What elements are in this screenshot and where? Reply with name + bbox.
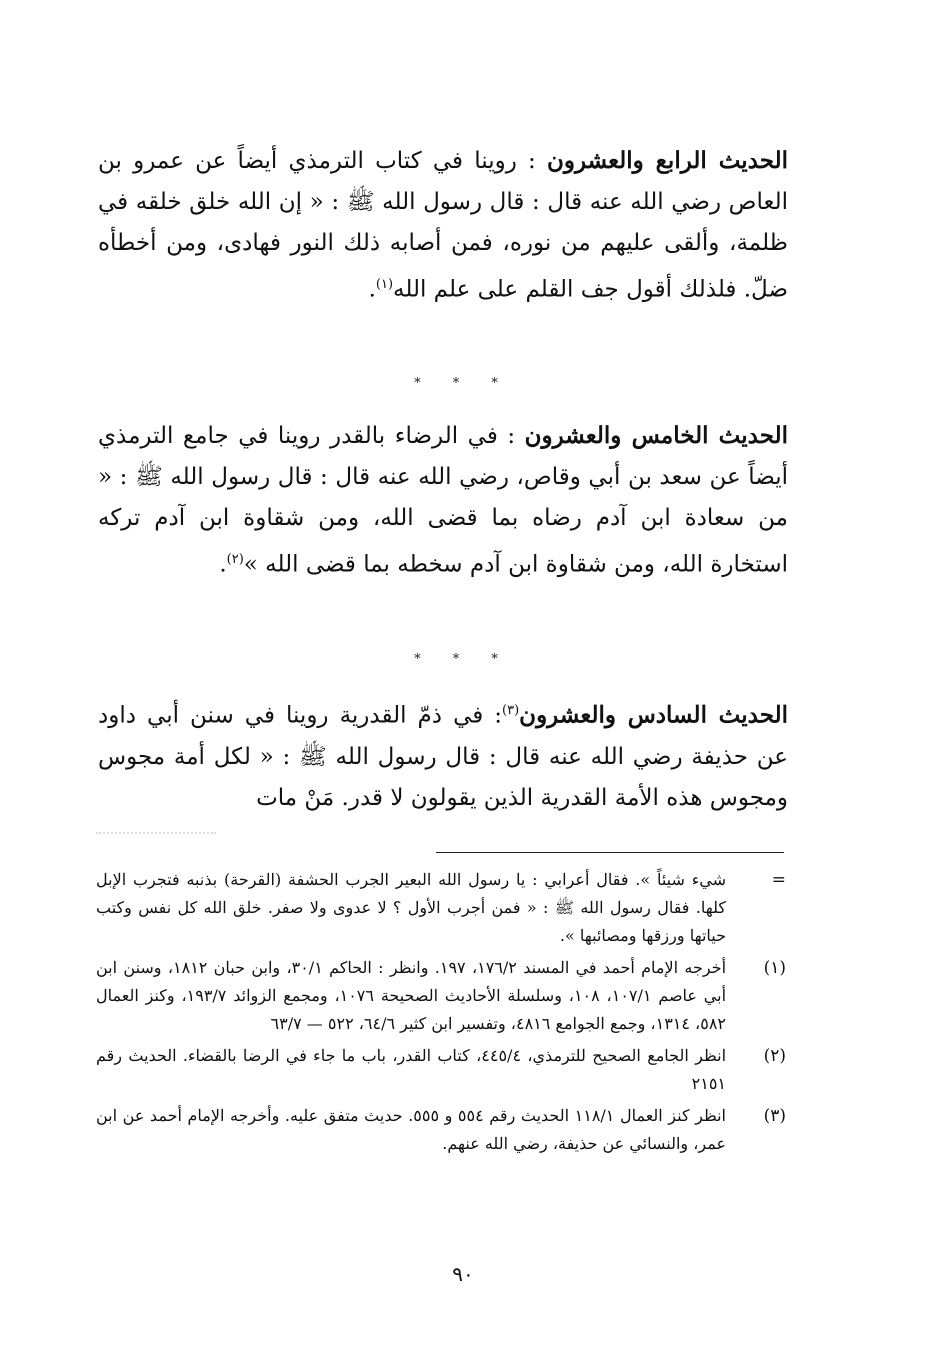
footnote-text: انظر كنز العمال ١١٨/١ الحديث رقم ٥٥٤ و ٥٥٥. حديث متفق عليه. وأخرجه الإمام أحمد عن ابن عمر، والنسائي عن حذيفة، رضي الله عنهم. [96,1106,726,1153]
footnote-ref-1[interactable]: (١) [375,277,394,292]
section-separator-1: * * * [414,376,512,391]
hadith-25-text: : في الرضاء بالقدر روينا في جامع الترمذي أيضاً عن سعد بن أبي وقاص، رضي الله عنه قال : قال رسول الله ﷺ : « من سعادة ابن آدم رضاه بما قضى الله، ومن شقاوة ابن آدم تركه استخارة الله، ومن شقاوة ابن آدم سخطه بما قضى الله » [98,423,788,578]
footnote-text: شيء شيئاً ». فقال أعرابي : يا رسول الله البعير الجرب الحشفة (القرحة) بذنبه فتجرب الإبل كلها. فقال رسول الله ﷺ : « فمن أجرب الأول ؟ لا عدوى ولا صفر. خلق الله كل نفس وكتب حياتها ورزقها ومصائبها ». [96,870,727,945]
hadith-26-title: الحديث السادس والعشرون [519,701,788,729]
footnote-1 [96,954,786,1038]
footnote-text: أخرجه الإمام أحمد في المسند ١٧٦/٢، ١٩٧. وانظر : الحاكم ٣٠/١، وابن حبان ١٨١٢، وسنن ابن أبي عاصم ١٠٧/١، ١٠٨، وسلسلة الأحاديث الصحيحة ١٠٧٦، ومجمع الزوائد ١٩٣/٧، وكنز العمال ٥٨٢، ١٣١٤، وجمع الجوامع ٤٨١٦، وتفسير ابن كثير ٦٤/٦، ٥٢٢ — ٦٣/٧ [96,958,727,1033]
hadith-26-text: : في ذمّ القدرية روينا في سنن أبي داود عن حذيفة رضي الله عنه قال : قال رسول الله ﷺ : « لكل أمة مجوس ومجوس هذه الأمة القدرية الذين يقولون لا قدر. مَنْ مات [98,702,788,811]
footnote-mark: (١) [763,958,786,978]
footnote-3 [96,1102,786,1158]
hadith-24-text: : روينا في كتاب الترمذي أيضاً عن عمرو بن العاص رضي الله عنه قال : قال رسول الله ﷺ : « إن الله خلق خلقه في ظلمة، وألقى عليهم من نوره، فمن أصابه ذلك النور فهادى، ومن أخطأه ضلّ. فلذلك أقول جف القلم على علم الله [98,148,788,303]
hadith-25-end: . [219,551,227,578]
footnote-mark: (٢) [763,1046,786,1066]
hadith-25-title: الحديث الخامس والعشرون [524,422,788,449]
section-separator-2: * * * [414,652,512,667]
hadith-24-block [98,140,788,311]
footnotes-area [96,866,786,1162]
hadith-26-block [98,690,788,819]
hadith-24-end: . [368,276,376,303]
footnote-mark: (٣) [763,1106,786,1126]
hadith-24-paragraph [98,140,788,311]
footnote-ref-3[interactable]: (٣) [502,703,520,718]
hadith-25-paragraph [98,415,788,586]
bleed-through-mark [96,832,216,834]
hadith-25-block [98,415,788,586]
hadith-26-paragraph [98,690,788,819]
footnote-text: انظر الجامع الصحيح للترمذي، ٤٤٥/٤، كتاب القدر، باب ما جاء في الرضا بالقضاء. الحديث رقم ٢١٥١ [96,1046,727,1093]
footnote-continued [96,866,786,950]
footnote-mark: = [771,870,786,890]
hadith-24-title: الحديث الرابع والعشرون [546,147,788,174]
page-number: ٩٠ [452,1262,474,1286]
footnote-2 [96,1042,786,1098]
footnote-divider [436,852,784,853]
footnote-ref-2[interactable]: (٢) [226,552,244,567]
